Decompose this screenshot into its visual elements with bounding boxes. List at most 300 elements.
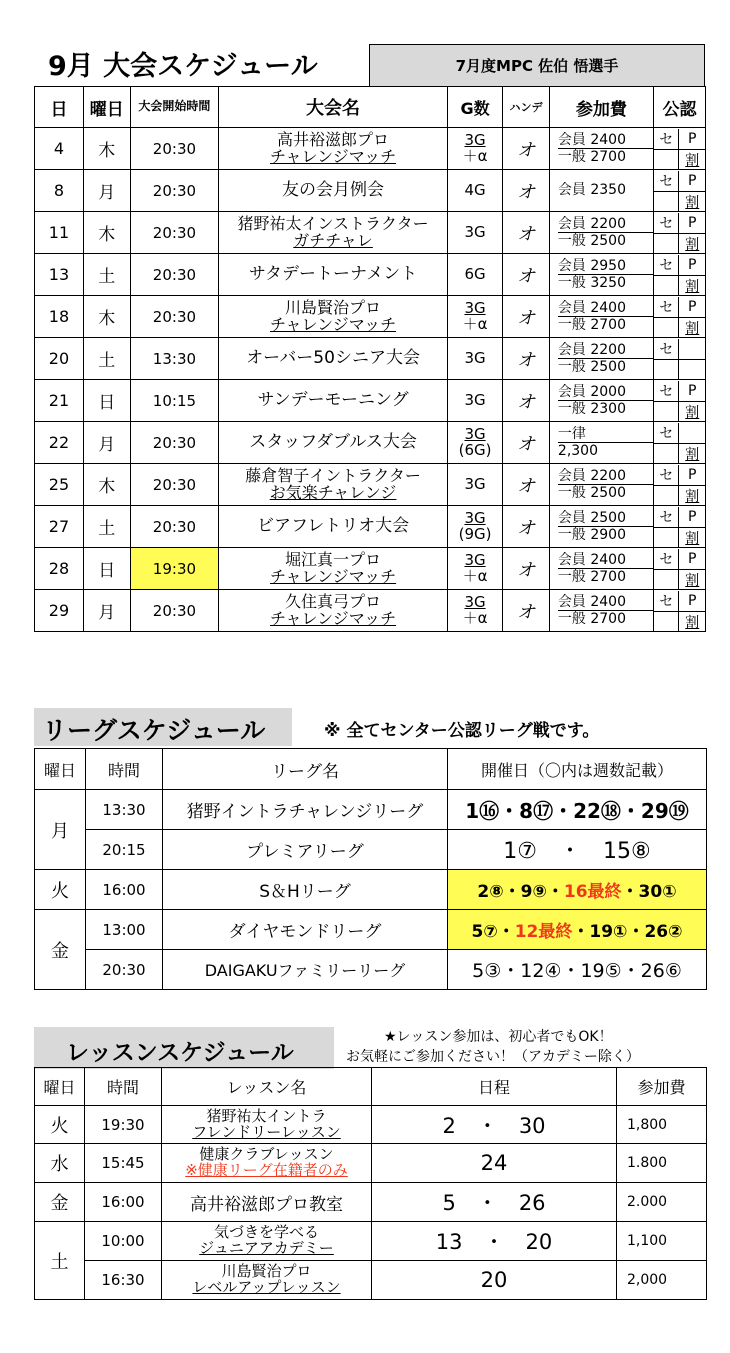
event-dow: 月 <box>83 590 130 632</box>
league-name: ダイヤモンドリーグ <box>163 910 448 950</box>
lesson-time: 15:45 <box>85 1144 162 1183</box>
col-handicap: ハンデ <box>503 87 550 128</box>
event-handicap: オ <box>503 506 550 548</box>
tournament-header-row <box>35 87 706 128</box>
event-games <box>447 590 502 632</box>
lesson-name <box>162 1106 372 1144</box>
approval-p: P <box>679 297 705 318</box>
league-row <box>35 870 707 910</box>
tournament-row <box>35 548 706 590</box>
event-handicap: オ <box>503 254 550 296</box>
col-day: 日 <box>35 87 84 128</box>
event-time: 20:30 <box>130 254 218 296</box>
approval-center: セ <box>654 213 680 234</box>
tournament-row <box>35 296 706 338</box>
event-fee <box>549 422 653 464</box>
event-games <box>447 464 502 506</box>
approval-discount: 割 <box>685 572 700 589</box>
games-main: 4G <box>464 180 486 199</box>
league-dates <box>448 870 707 910</box>
approval-center: セ <box>654 591 680 612</box>
event-name-line1: サタデートーナメント <box>248 263 418 284</box>
lesson-dates: 20 <box>372 1261 617 1300</box>
event-time: 20:30 <box>130 170 218 212</box>
approval-p: P <box>679 465 705 486</box>
fee-general: 一般 2300 <box>557 401 627 417</box>
event-time: 20:30 <box>130 590 218 632</box>
approval-blank <box>654 192 680 212</box>
tournament-title: 9月 大会スケジュール <box>48 51 318 82</box>
event-approval <box>653 254 705 296</box>
league-time: 20:15 <box>86 830 163 870</box>
event-day: 8 <box>35 170 84 212</box>
lesson-row <box>35 1183 707 1222</box>
games-main: 3G <box>464 298 486 317</box>
lesson-time: 16:00 <box>85 1183 162 1222</box>
event-name-line1: サンデーモーニング <box>257 389 409 410</box>
approval-p: P <box>679 213 705 234</box>
league-title: リーグスケジュール <box>42 716 266 745</box>
lesson-dates: 2 ・ 30 <box>372 1106 617 1144</box>
lesson-name-line1: 川島賢治プロ <box>221 1262 312 1281</box>
event-fee <box>549 212 653 254</box>
games-main: 3G <box>464 592 486 611</box>
lesson-header-row <box>35 1068 707 1106</box>
league-name: プレミアリーグ <box>163 830 448 870</box>
event-approval <box>653 338 705 380</box>
tournament-row <box>35 128 706 170</box>
approval-discount: 割 <box>685 194 700 211</box>
approval-center: セ <box>654 381 680 402</box>
lesson-name <box>162 1222 372 1261</box>
approval-discount: 割 <box>685 530 700 547</box>
lesson-col-dow: 曜日 <box>35 1068 85 1106</box>
event-approval <box>653 380 705 422</box>
lesson-col-fee: 参加費 <box>617 1068 707 1106</box>
event-name <box>219 506 448 548</box>
approval-discount <box>679 360 705 379</box>
event-games <box>447 212 502 254</box>
tournament-row <box>35 506 706 548</box>
lesson-name-line2: ジュニアアカデミー <box>199 1239 334 1257</box>
lesson-name-line2: フレンドリーレッスン <box>192 1122 341 1141</box>
lesson-name-line1: 健康クラブレッスン <box>199 1145 334 1164</box>
event-time: 20:30 <box>130 506 218 548</box>
league-table <box>34 748 707 990</box>
lesson-time: 10:00 <box>85 1222 162 1261</box>
approval-center: セ <box>654 129 680 150</box>
col-fee: 参加費 <box>549 87 653 128</box>
event-time: 10:15 <box>130 380 218 422</box>
event-time: 20:30 <box>130 128 218 170</box>
lesson-table <box>34 1067 707 1300</box>
approval-p <box>679 423 705 444</box>
league-name: S＆Hリーグ <box>163 870 448 910</box>
league-dates: 1⑯・8⑰・22⑱・29⑲ <box>448 790 707 830</box>
fee-member: 会員 2000 <box>558 384 653 401</box>
lesson-name-line1: 気づきを学べる <box>213 1223 319 1242</box>
event-day: 13 <box>35 254 84 296</box>
lesson-dow: 金 <box>35 1183 85 1222</box>
games-extra: (6G) <box>458 440 492 459</box>
tournament-row <box>35 254 706 296</box>
event-approval <box>653 296 705 338</box>
fee-general: 一般 2500 <box>557 359 627 375</box>
approval-blank <box>654 486 680 506</box>
approval-blank <box>654 444 680 464</box>
event-name-line1: 猪野祐太インストラクター <box>237 213 429 233</box>
event-handicap: オ <box>503 548 550 590</box>
dates-final: 16最終 <box>563 882 622 902</box>
event-day: 18 <box>35 296 84 338</box>
event-dow: 木 <box>83 296 130 338</box>
event-name-line1: 川島賢治プロ <box>285 297 382 317</box>
league-note: ※ 全てセンター公認リーグ戦です。 <box>324 721 600 741</box>
event-name <box>219 464 448 506</box>
event-fee <box>549 254 653 296</box>
event-name-line1: 堀江真一プロ <box>285 549 382 569</box>
event-games <box>447 128 502 170</box>
league-dow: 月 <box>35 790 86 870</box>
approval-discount: 割 <box>685 278 700 295</box>
event-games <box>447 254 502 296</box>
approval-p: P <box>679 129 705 150</box>
games-extra: ＋α <box>462 566 488 585</box>
games-main: 3G <box>464 390 486 409</box>
fee-member: 会員 2400 <box>558 552 653 569</box>
fee-general: 一般 3250 <box>557 275 627 291</box>
league-time: 13:30 <box>86 790 163 830</box>
event-time: 20:30 <box>130 212 218 254</box>
event-handicap: オ <box>503 422 550 464</box>
fee-member: 会員 2400 <box>558 132 653 149</box>
event-fee <box>549 170 653 212</box>
tournament-row <box>35 590 706 632</box>
dates-part: 2⑧・9⑨・ <box>477 882 564 902</box>
event-name-line2: チャレンジマッチ <box>270 608 397 628</box>
event-day: 25 <box>35 464 84 506</box>
games-extra: ＋α <box>462 314 488 333</box>
event-name-line1: 友の会月例会 <box>282 179 385 200</box>
event-dow: 土 <box>83 338 130 380</box>
games-extra: (9G) <box>458 524 492 543</box>
event-fee <box>549 464 653 506</box>
event-name <box>219 170 448 212</box>
tournament-row <box>35 170 706 212</box>
approval-p: P <box>679 507 705 528</box>
event-fee <box>549 296 653 338</box>
fee-general: 一般 2500 <box>557 485 627 501</box>
event-name-line1: ビアフレトリオ大会 <box>256 515 410 536</box>
fee-member: 会員 2200 <box>558 468 653 485</box>
lesson-name <box>162 1261 372 1300</box>
event-games <box>447 296 502 338</box>
approval-discount: 割 <box>685 488 700 505</box>
event-day: 11 <box>35 212 84 254</box>
event-time: 19:30 <box>130 548 218 590</box>
event-dow: 木 <box>83 212 130 254</box>
event-fee <box>549 590 653 632</box>
fee-member: 会員 2350 <box>557 182 627 199</box>
fee-general: 一般 2900 <box>557 527 627 543</box>
fee-general: 一般 2700 <box>557 611 627 627</box>
event-approval <box>653 464 705 506</box>
approval-center: セ <box>654 297 680 318</box>
lesson-fee: 2,000 <box>617 1261 707 1300</box>
approval-p: P <box>679 381 705 402</box>
fee-general: 一般 2500 <box>557 233 627 249</box>
approval-discount: 割 <box>685 614 700 631</box>
lesson-dates: 24 <box>372 1144 617 1183</box>
league-header-row <box>35 749 707 790</box>
event-approval <box>653 128 705 170</box>
event-time: 20:30 <box>130 422 218 464</box>
col-games: G数 <box>447 87 502 128</box>
event-games <box>447 548 502 590</box>
approval-discount: 割 <box>685 404 700 421</box>
event-dow: 木 <box>83 128 130 170</box>
games-main: 3G <box>464 130 486 149</box>
col-dow: 曜日 <box>83 87 130 128</box>
approval-blank <box>654 318 680 338</box>
games-main: 3G <box>464 550 486 569</box>
event-name <box>219 128 448 170</box>
lesson-name-note: ※健康リーグ在籍者のみ <box>185 1161 348 1179</box>
event-dow: 月 <box>83 422 130 464</box>
tournament-row <box>35 212 706 254</box>
approval-blank <box>654 360 680 379</box>
lesson-dates: 5 ・ 26 <box>372 1183 617 1222</box>
event-name <box>219 380 448 422</box>
lesson-fee: 1,100 <box>617 1222 707 1261</box>
event-handicap: オ <box>503 380 550 422</box>
league-row <box>35 950 707 990</box>
event-day: 28 <box>35 548 84 590</box>
dates-part: 5⑦・ <box>471 922 515 942</box>
games-main: 3G <box>464 424 486 443</box>
event-approval <box>653 506 705 548</box>
event-fee <box>549 506 653 548</box>
approval-p: P <box>679 549 705 570</box>
lesson-fee: 2.000 <box>617 1183 707 1222</box>
fee-member: 会員 2200 <box>558 216 653 233</box>
fee-general: 一般 2700 <box>557 149 627 165</box>
event-handicap: オ <box>503 212 550 254</box>
fee-general: 2,300 <box>557 443 599 459</box>
fee-general: 一般 2700 <box>557 317 627 333</box>
event-name-line2: ガチチャレ <box>293 230 373 250</box>
approval-center: セ <box>654 507 680 528</box>
lesson-fee: 1.800 <box>617 1144 707 1183</box>
tournament-table <box>34 86 706 632</box>
event-handicap: オ <box>503 296 550 338</box>
approval-center: セ <box>654 339 680 360</box>
approval-blank <box>654 234 680 254</box>
event-handicap: オ <box>503 170 550 212</box>
event-day: 21 <box>35 380 84 422</box>
event-handicap: オ <box>503 128 550 170</box>
games-main: 6G <box>464 264 486 283</box>
event-name <box>219 338 448 380</box>
fee-member: 会員 2400 <box>558 594 653 611</box>
event-name <box>219 422 448 464</box>
event-games <box>447 506 502 548</box>
league-dates: 1⑦ ・ 15⑧ <box>448 830 707 870</box>
lesson-name: 高井裕滋郎プロ教室 <box>162 1183 372 1222</box>
lesson-time: 16:30 <box>85 1261 162 1300</box>
league-dow: 火 <box>35 870 86 910</box>
lesson-row <box>35 1106 707 1144</box>
lesson-title: レッスンスケジュール <box>66 1040 294 1066</box>
lesson-col-time: 時間 <box>85 1068 162 1106</box>
league-col-dow: 曜日 <box>35 749 86 790</box>
fee-member: 会員 2400 <box>558 300 653 317</box>
event-approval <box>653 212 705 254</box>
event-approval <box>653 548 705 590</box>
games-extra: ＋α <box>462 146 488 165</box>
approval-discount: 割 <box>685 446 700 463</box>
event-dow: 土 <box>83 254 130 296</box>
approval-center: セ <box>654 465 680 486</box>
event-time: 13:30 <box>130 338 218 380</box>
approval-blank <box>654 402 680 422</box>
col-name: 大会名 <box>219 87 448 128</box>
dates-final: 12最終 <box>514 922 573 942</box>
approval-p: P <box>679 591 705 612</box>
games-main: 3G <box>464 222 486 241</box>
league-time: 13:00 <box>86 910 163 950</box>
event-handicap: オ <box>503 464 550 506</box>
games-main: 3G <box>464 348 486 367</box>
lesson-note-2: お気軽にご参加ください！（アカデミー除く） <box>346 1049 640 1065</box>
league-name: 猪野イントラチャレンジリーグ <box>163 790 448 830</box>
event-dow: 木 <box>83 464 130 506</box>
event-time: 20:30 <box>130 296 218 338</box>
event-approval <box>653 590 705 632</box>
event-name-line1: オーバー50シニア大会 <box>246 347 420 368</box>
lesson-dow: 火 <box>35 1106 85 1144</box>
event-games <box>447 380 502 422</box>
lesson-name-line2: レベルアップレッスン <box>192 1278 341 1296</box>
event-approval <box>653 170 705 212</box>
league-row <box>35 790 707 830</box>
fee-member: 会員 2950 <box>558 258 653 275</box>
games-extra: ＋α <box>462 608 488 627</box>
event-approval <box>653 422 705 464</box>
event-name-line2: チャレンジマッチ <box>270 566 397 586</box>
event-day: 22 <box>35 422 84 464</box>
event-time: 20:30 <box>130 464 218 506</box>
approval-discount: 割 <box>685 152 700 169</box>
games-main: 3G <box>464 508 486 527</box>
lesson-dates: 13 ・ 20 <box>372 1222 617 1261</box>
event-name-line1: 藤倉智子イントラクター <box>245 465 421 485</box>
event-dow: 土 <box>83 506 130 548</box>
event-games <box>447 338 502 380</box>
event-fee <box>549 380 653 422</box>
lesson-row <box>35 1144 707 1183</box>
approval-center: セ <box>654 171 680 192</box>
fee-member: 一律 <box>558 426 653 443</box>
league-row <box>35 830 707 870</box>
lesson-name-line1: 猪野祐太イントラ <box>206 1106 327 1125</box>
approval-p: P <box>679 255 705 276</box>
player-name: 7月度MPC 佐伯 悟選手 <box>455 57 619 75</box>
event-games <box>447 170 502 212</box>
fee-member: 会員 2500 <box>558 510 653 527</box>
lesson-fee: 1,800 <box>617 1106 707 1144</box>
event-name <box>219 590 448 632</box>
event-day: 20 <box>35 338 84 380</box>
fee-member: 会員 2200 <box>558 342 653 359</box>
tournament-row <box>35 422 706 464</box>
league-dates: 5③・12④・19⑤・26⑥ <box>448 950 707 990</box>
event-name-line2: チャレンジマッチ <box>270 146 397 166</box>
event-dow: 日 <box>83 380 130 422</box>
event-day: 27 <box>35 506 84 548</box>
league-col-dates: 開催日（〇内は週数記載） <box>448 749 707 790</box>
approval-discount: 割 <box>685 236 700 253</box>
event-name-line1: 久住真弓プロ <box>285 591 382 611</box>
approval-center: セ <box>654 423 680 444</box>
league-col-time: 時間 <box>86 749 163 790</box>
event-day: 29 <box>35 590 84 632</box>
event-name <box>219 212 448 254</box>
dates-part: ・19①・26② <box>572 922 683 942</box>
tournament-row <box>35 464 706 506</box>
league-name: DAIGAKUファミリーリーグ <box>163 950 448 990</box>
event-dow: 日 <box>83 548 130 590</box>
league-dates <box>448 910 707 950</box>
approval-blank <box>654 150 680 170</box>
lesson-row <box>35 1261 707 1300</box>
lesson-col-name: レッスン名 <box>162 1068 372 1106</box>
col-start-time: 大会開始時間 <box>130 87 218 128</box>
approval-blank <box>654 276 680 296</box>
approval-p <box>679 339 705 360</box>
event-dow: 月 <box>83 170 130 212</box>
event-games <box>447 422 502 464</box>
lesson-time: 19:30 <box>85 1106 162 1144</box>
approval-p: P <box>679 171 705 192</box>
tournament-row <box>35 380 706 422</box>
event-name <box>219 548 448 590</box>
event-name <box>219 296 448 338</box>
approval-center: セ <box>654 549 680 570</box>
tournament-row <box>35 338 706 380</box>
lesson-dow: 水 <box>35 1144 85 1183</box>
lesson-name <box>162 1144 372 1183</box>
games-main: 3G <box>464 474 486 493</box>
event-handicap: オ <box>503 590 550 632</box>
player-box <box>369 44 705 86</box>
event-name-line1: 高井裕滋郎プロ <box>277 129 390 149</box>
league-time: 16:00 <box>86 870 163 910</box>
event-fee <box>549 128 653 170</box>
lesson-row <box>35 1222 707 1261</box>
league-col-name: リーグ名 <box>163 749 448 790</box>
lesson-note-1: ★レッスン参加は、初心者でもOK！ <box>384 1029 613 1045</box>
event-name-line2: お気楽チャレンジ <box>269 482 397 502</box>
event-fee <box>549 548 653 590</box>
lesson-col-dates: 日程 <box>372 1068 617 1106</box>
league-time: 20:30 <box>86 950 163 990</box>
event-day: 4 <box>35 128 84 170</box>
event-fee <box>549 338 653 380</box>
approval-blank <box>654 612 680 632</box>
col-approved: 公認 <box>653 87 705 128</box>
event-name-line1: スタッフダブルス大会 <box>249 431 417 452</box>
